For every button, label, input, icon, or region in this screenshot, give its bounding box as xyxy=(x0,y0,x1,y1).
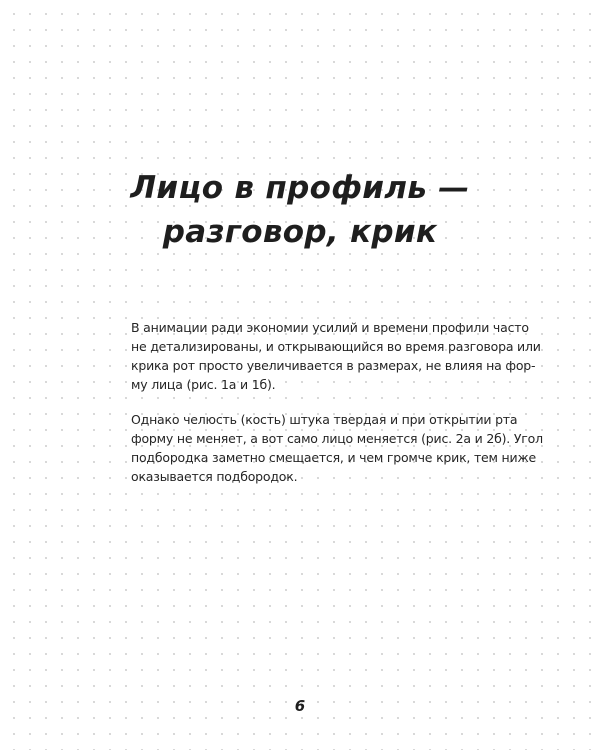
body-text xyxy=(131,318,543,502)
title-line-2: разговор, крик xyxy=(162,214,438,250)
paragraph-2-line-4: оказывается подбородок. xyxy=(131,469,298,484)
paragraph-1 xyxy=(131,318,541,394)
paragraph-2 xyxy=(131,410,543,486)
paragraph-1-line-4: му лица (рис. 1а и 1б). xyxy=(131,377,276,392)
paragraph-2-line-3: подбородка заметно смещается, и чем громче крик, тем ниже xyxy=(131,450,537,465)
paragraph-2-line-2: форму не меняет, а вот само лицо меняется (рис. 2а и 2б). Угол xyxy=(131,431,543,446)
paragraph-1-line-3: крика рот просто увеличивается в размерах, не влияя на фор- xyxy=(131,358,536,373)
paragraph-1-line-1: В анимации ради экономии усилий и времени профили часто xyxy=(131,320,529,335)
page-number: 6 xyxy=(294,697,306,715)
title-line-1: Лицо в профиль — xyxy=(130,170,470,206)
paragraph-2-line-1: Однако челюсть (кость) штука твердая и при открытии рта xyxy=(131,412,518,427)
page-title xyxy=(100,166,500,254)
paragraph-1-line-2: не детализированы, и открывающийся во время разговора или xyxy=(131,339,541,354)
